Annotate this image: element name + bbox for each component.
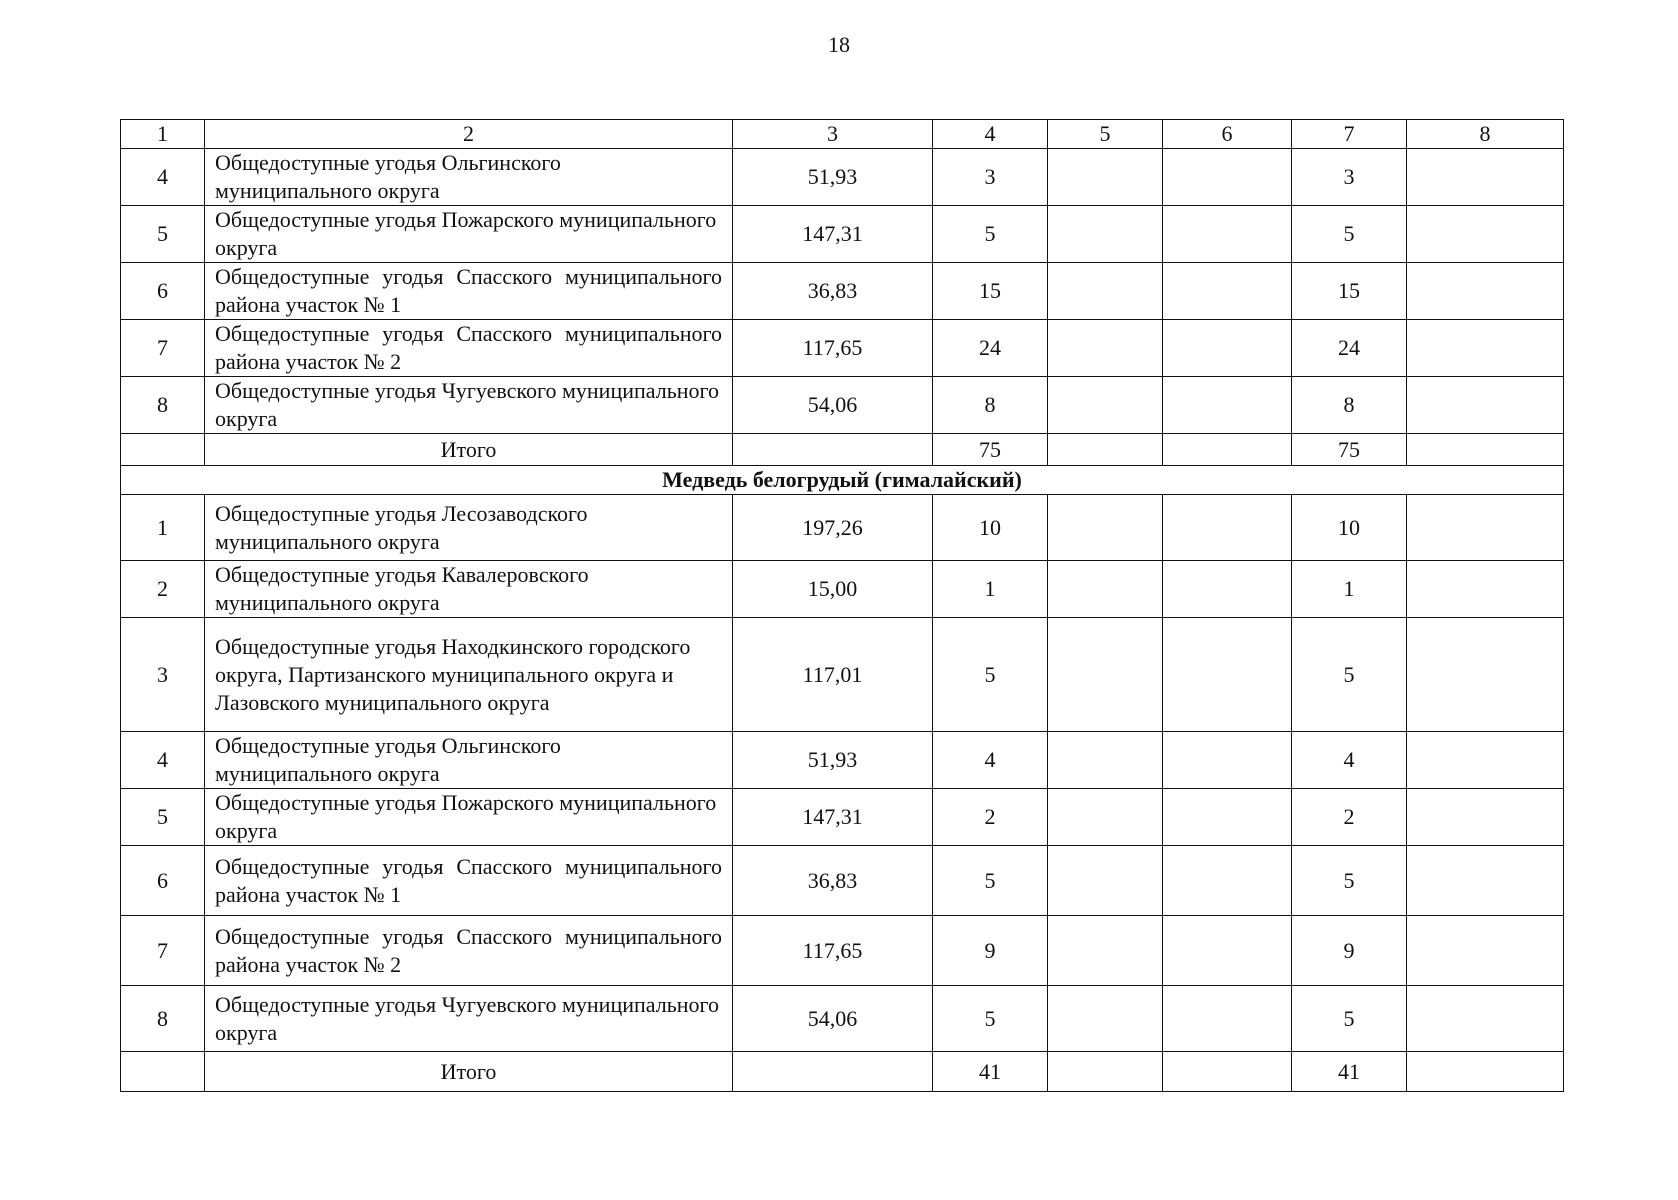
col7-cell: 5 <box>1292 206 1407 263</box>
col5-cell <box>1048 495 1163 561</box>
col4-cell: 9 <box>933 916 1048 986</box>
col5-cell <box>1048 206 1163 263</box>
col4-cell: 4 <box>933 732 1048 789</box>
allocation-table <box>120 119 1564 1092</box>
col6-cell <box>1163 986 1292 1052</box>
col8-cell <box>1407 618 1564 732</box>
total-empty-cell <box>121 434 205 466</box>
table-row <box>121 846 1564 916</box>
col6-cell <box>1163 320 1292 377</box>
row-number: 3 <box>121 618 205 732</box>
col5-cell <box>1048 377 1163 434</box>
col7-cell: 4 <box>1292 732 1407 789</box>
col5-cell <box>1048 732 1163 789</box>
col6-cell <box>1163 206 1292 263</box>
hunting-ground-name: Общедоступные угодья Кавалеровского муниципального округа <box>205 561 733 618</box>
col8-cell <box>1407 732 1564 789</box>
hunting-ground-name: Общедоступные угодья Находкинского городского округа, Партизанского муниципального округа и Лазовского муниципального округа <box>205 618 733 732</box>
page-number: 18 <box>828 32 850 57</box>
row-number: 7 <box>121 916 205 986</box>
area-cell: 117,01 <box>733 618 933 732</box>
table-row <box>121 916 1564 986</box>
col7-cell: 1 <box>1292 561 1407 618</box>
area-cell: 15,00 <box>733 561 933 618</box>
section-row <box>121 466 1564 495</box>
row-number: 1 <box>121 495 205 561</box>
col6-cell <box>1163 561 1292 618</box>
header-cell: 6 <box>1163 120 1292 149</box>
col6-cell <box>1163 495 1292 561</box>
col6-cell <box>1163 789 1292 846</box>
col8-cell <box>1407 263 1564 320</box>
table-row <box>121 377 1564 434</box>
col6-cell <box>1163 149 1292 206</box>
col5-cell <box>1048 618 1163 732</box>
total-col4: 41 <box>933 1052 1048 1092</box>
hunting-ground-name: Общедоступные угодья Спасского муниципального района участок № 1 <box>205 263 733 320</box>
area-cell: 117,65 <box>733 916 933 986</box>
table-row <box>121 618 1564 732</box>
col5-cell <box>1048 320 1163 377</box>
col4-cell: 5 <box>933 618 1048 732</box>
table-row <box>121 263 1564 320</box>
col8-cell <box>1407 149 1564 206</box>
col4-cell: 5 <box>933 206 1048 263</box>
col8-cell <box>1407 206 1564 263</box>
col5-cell <box>1048 263 1163 320</box>
total-empty-cell <box>1407 434 1564 466</box>
col8-cell <box>1407 320 1564 377</box>
table-row <box>121 206 1564 263</box>
hunting-ground-name: Общедоступные угодья Ольгинского муниципального округа <box>205 149 733 206</box>
col4-cell: 8 <box>933 377 1048 434</box>
col4-cell: 10 <box>933 495 1048 561</box>
header-cell: 2 <box>205 120 733 149</box>
col8-cell <box>1407 495 1564 561</box>
row-number: 8 <box>121 377 205 434</box>
col6-cell <box>1163 916 1292 986</box>
col8-cell <box>1407 846 1564 916</box>
total-empty-cell <box>1407 1052 1564 1092</box>
total-empty-cell <box>733 1052 933 1092</box>
col8-cell <box>1407 377 1564 434</box>
col8-cell <box>1407 986 1564 1052</box>
col5-cell <box>1048 916 1163 986</box>
row-number: 8 <box>121 986 205 1052</box>
total-label: Итого <box>205 1052 733 1092</box>
col8-cell <box>1407 789 1564 846</box>
hunting-ground-name: Общедоступные угодья Спасского муниципального района участок № 2 <box>205 916 733 986</box>
row-number: 5 <box>121 789 205 846</box>
total-empty-cell <box>1048 1052 1163 1092</box>
total-col7: 41 <box>1292 1052 1407 1092</box>
header-cell: 3 <box>733 120 933 149</box>
col7-cell: 5 <box>1292 846 1407 916</box>
row-number: 7 <box>121 320 205 377</box>
area-cell: 51,93 <box>733 732 933 789</box>
hunting-ground-name: Общедоступные угодья Спасского муниципального района участок № 2 <box>205 320 733 377</box>
col4-cell: 2 <box>933 789 1048 846</box>
total-col7: 75 <box>1292 434 1407 466</box>
total-row <box>121 1052 1564 1092</box>
row-number: 6 <box>121 263 205 320</box>
area-cell: 54,06 <box>733 986 933 1052</box>
area-cell: 36,83 <box>733 846 933 916</box>
row-number: 4 <box>121 149 205 206</box>
header-cell: 7 <box>1292 120 1407 149</box>
col5-cell <box>1048 149 1163 206</box>
total-empty-cell <box>1163 1052 1292 1092</box>
col7-cell: 10 <box>1292 495 1407 561</box>
col6-cell <box>1163 377 1292 434</box>
row-number: 6 <box>121 846 205 916</box>
col6-cell <box>1163 732 1292 789</box>
header-cell: 4 <box>933 120 1048 149</box>
table-row <box>121 986 1564 1052</box>
area-cell: 36,83 <box>733 263 933 320</box>
col5-cell <box>1048 789 1163 846</box>
area-cell: 51,93 <box>733 149 933 206</box>
col7-cell: 8 <box>1292 377 1407 434</box>
hunting-ground-name: Общедоступные угодья Чугуевского муниципального округа <box>205 377 733 434</box>
area-cell: 117,65 <box>733 320 933 377</box>
col7-cell: 2 <box>1292 789 1407 846</box>
col8-cell <box>1407 561 1564 618</box>
col7-cell: 5 <box>1292 618 1407 732</box>
row-number: 5 <box>121 206 205 263</box>
area-cell: 147,31 <box>733 789 933 846</box>
row-number: 2 <box>121 561 205 618</box>
area-cell: 197,26 <box>733 495 933 561</box>
col8-cell <box>1407 916 1564 986</box>
header-cell: 5 <box>1048 120 1163 149</box>
hunting-ground-name: Общедоступные угодья Ольгинского муниципального округа <box>205 732 733 789</box>
col4-cell: 5 <box>933 986 1048 1052</box>
col7-cell: 24 <box>1292 320 1407 377</box>
column-number-row <box>121 120 1564 149</box>
area-cell: 147,31 <box>733 206 933 263</box>
hunting-ground-name: Общедоступные угодья Лесозаводского муниципального округа <box>205 495 733 561</box>
table-row <box>121 789 1564 846</box>
col7-cell: 3 <box>1292 149 1407 206</box>
col5-cell <box>1048 986 1163 1052</box>
total-empty-cell <box>733 434 933 466</box>
hunting-ground-name: Общедоступные угодья Спасского муниципального района участок № 1 <box>205 846 733 916</box>
hunting-ground-name: Общедоступные угодья Пожарского муниципального округа <box>205 789 733 846</box>
col6-cell <box>1163 263 1292 320</box>
col6-cell <box>1163 846 1292 916</box>
col4-cell: 24 <box>933 320 1048 377</box>
total-label: Итого <box>205 434 733 466</box>
col4-cell: 15 <box>933 263 1048 320</box>
col6-cell <box>1163 618 1292 732</box>
table-row <box>121 149 1564 206</box>
table-row <box>121 320 1564 377</box>
hunting-ground-name: Общедоступные угодья Пожарского муниципального округа <box>205 206 733 263</box>
col7-cell: 15 <box>1292 263 1407 320</box>
total-row <box>121 434 1564 466</box>
col4-cell: 3 <box>933 149 1048 206</box>
col4-cell: 5 <box>933 846 1048 916</box>
col5-cell <box>1048 561 1163 618</box>
total-empty-cell <box>121 1052 205 1092</box>
table-row <box>121 561 1564 618</box>
col7-cell: 5 <box>1292 986 1407 1052</box>
header-cell: 8 <box>1407 120 1564 149</box>
area-cell: 54,06 <box>733 377 933 434</box>
col4-cell: 1 <box>933 561 1048 618</box>
total-empty-cell <box>1163 434 1292 466</box>
table-row <box>121 732 1564 789</box>
hunting-ground-name: Общедоступные угодья Чугуевского муниципального округа <box>205 986 733 1052</box>
col5-cell <box>1048 846 1163 916</box>
header-cell: 1 <box>121 120 205 149</box>
total-empty-cell <box>1048 434 1163 466</box>
total-col4: 75 <box>933 434 1048 466</box>
section-title: Медведь белогрудый (гималайский) <box>121 466 1564 495</box>
row-number: 4 <box>121 732 205 789</box>
col7-cell: 9 <box>1292 916 1407 986</box>
table-row <box>121 495 1564 561</box>
